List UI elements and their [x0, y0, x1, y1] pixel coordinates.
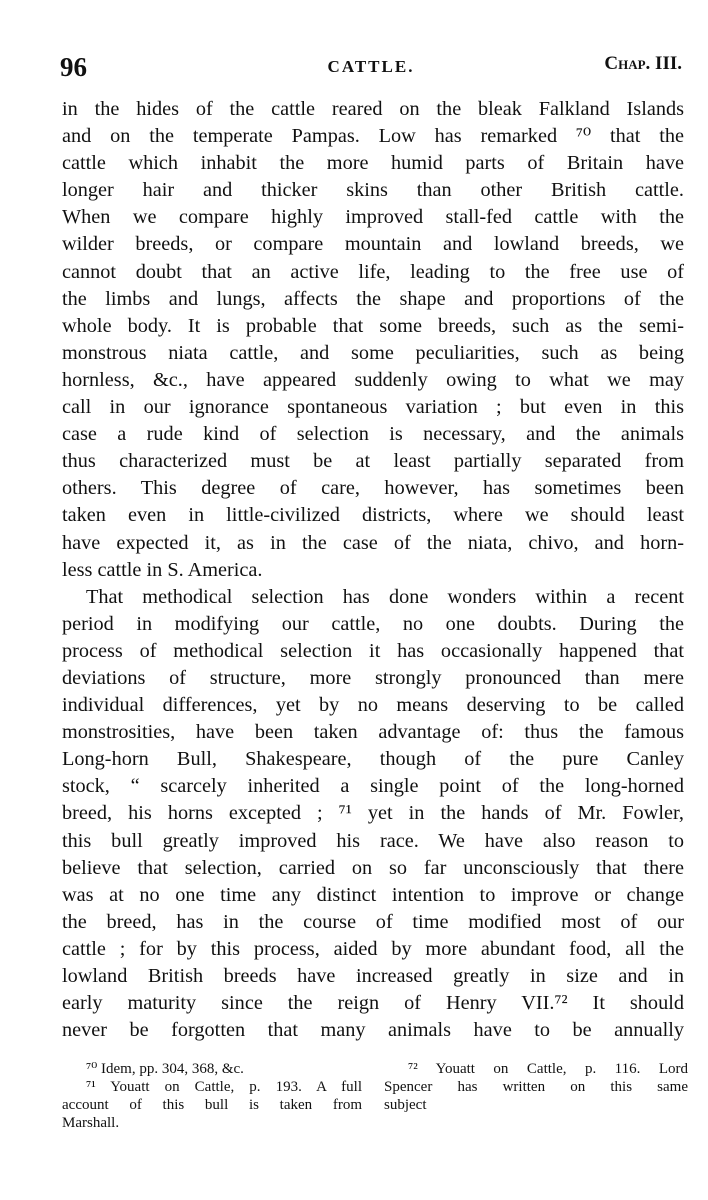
text-line: hornless, &c., have appeared suddenly owing to what we may [62, 368, 684, 391]
text-line: never be forgotten that many animals have to be annually [62, 1019, 684, 1042]
text-line: the limbs and lungs, affects the shape and proportions of the [62, 287, 684, 310]
text-line: and on the temperate Pampas. Low has remarked ⁷⁰ that the [62, 125, 684, 148]
footnote-line: account of this bull is taken from [62, 1097, 362, 1113]
text-line: process of methodical selection it has occasionally happened that [62, 639, 684, 662]
text-line: period in modifying our cattle, no one doubts. During the [62, 612, 684, 635]
page-number: 96 [60, 52, 87, 82]
text-line: cannot doubt that an active life, leading to the free use of [62, 260, 684, 283]
text-line: lowland British breeds have increased greatly in size and in [62, 965, 684, 987]
body-text [62, 96, 684, 1044]
text-line: thus characterized must be at least partially separated from [62, 450, 684, 473]
text-line: stock, “ scarcely inherited a single point of the long-horned [62, 775, 684, 798]
text-line: cattle which inhabit the more humid parts of Britain have [62, 152, 684, 175]
text-line: individual differences, yet by no means deserving to be called [62, 694, 684, 717]
text-line: this bull greatly improved his race. We have also reason to [62, 829, 684, 852]
text-line: believe that selection, carried on so far unconsciously that there [62, 856, 684, 879]
text-line: others. This degree of care, however, has sometimes been [62, 477, 684, 500]
text-line: That methodical selection has done wonders within a recent [86, 585, 684, 608]
footnote-line: ⁷¹ Youatt on Cattle, p. 193. A full [86, 1079, 362, 1095]
footnote-line: Marshall. [62, 1115, 120, 1131]
text-line: was at no one time any distinct intention to improve or change [62, 883, 684, 906]
footnote-line: Spencer has written on this same [384, 1079, 688, 1095]
footnote-line: ⁷⁰ Idem, pp. 304, 368, &c. [86, 1061, 244, 1077]
text-line: When we compare highly improved stall-fed cattle with the [62, 206, 684, 229]
running-title: CATTLE. [327, 57, 415, 76]
text-line: have expected it, as in the case of the niata, chivo, and horn- [62, 531, 684, 554]
text-line: Long-horn Bull, Shakespeare, though of the pure Canley [62, 748, 684, 771]
text-line: case a rude kind of selection is necessary, and the animals [62, 423, 684, 446]
text-line: the breed, has in the course of time modified most of our [62, 910, 684, 933]
text-line: cattle ; for by this process, aided by more abundant food, all the [62, 937, 684, 960]
text-line: monstrous niata cattle, and some peculiarities, such as being [62, 341, 684, 364]
text-line: breed, his horns excepted ; ⁷¹ yet in the hands of Mr. Fowler, [62, 802, 684, 825]
text-line: deviations of structure, more strongly pronounced than mere [62, 666, 684, 689]
chapter-label: Chap. III. [604, 53, 682, 74]
page-header [60, 50, 682, 86]
text-line: less cattle in S. America. [62, 558, 263, 581]
footnote-line: subject [384, 1097, 427, 1113]
text-line: early maturity since the reign of Henry VII.⁷² It should [62, 992, 684, 1015]
text-line: call in our ignorance spontaneous variation ; but even in this [62, 396, 684, 419]
text-line: monstrosities, have been taken advantage of: thus the famous [62, 721, 684, 744]
text-line: taken even in little-civilized districts, where we should least [62, 504, 684, 527]
footnotes-left-column [62, 1060, 362, 1132]
text-line: longer hair and thicker skins than other British cattle. [62, 179, 684, 202]
footnote-line: ⁷² Youatt on Cattle, p. 116. Lord [408, 1061, 688, 1077]
text-line: in the hides of the cattle reared on the bleak Falkland Islands [62, 98, 684, 120]
text-line: whole body. It is probable that some breeds, such as the semi- [62, 314, 684, 337]
footnotes-right-column [384, 1060, 688, 1114]
text-line: wilder breeds, or compare mountain and lowland breeds, we [62, 233, 684, 256]
